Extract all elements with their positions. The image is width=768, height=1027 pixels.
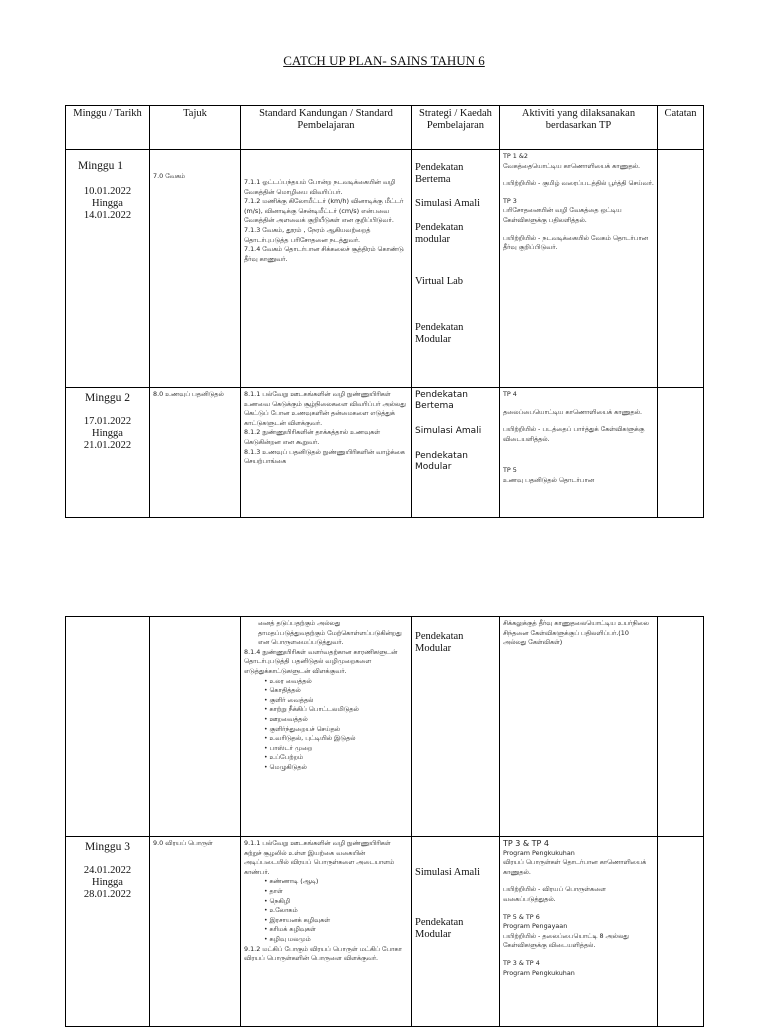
strategy-item: Pendekatan Modular	[415, 917, 464, 940]
week-cell	[66, 837, 150, 1027]
catatan-cell	[658, 150, 704, 388]
hingga-label: Hingga	[92, 428, 123, 439]
strategy-cell	[412, 150, 500, 388]
date-to: 28.01.2022	[83, 889, 132, 900]
table-row	[66, 388, 704, 518]
standard-item: 9.1.2 மட்கிப் போகும் விரயப் பொருள் மட்கிப் போகா விரயப் பொருள்களின் பொருளை விளக்குவர்.	[244, 944, 402, 963]
activity-item: பயிற்றியில் - குமிழ் வரைப்படத்தில் பூர்த்தி செய்வர்.	[503, 179, 654, 188]
hingga-label: Hingga	[92, 198, 123, 209]
strategy-cell	[412, 617, 500, 837]
date-from: 24.01.2022	[83, 865, 132, 876]
standard-item: 7.1.3 வேகம், தூரம் , நேரம் ஆகியவற்றைத் தொடர்புபடுத்த பரிசோதனை நடத்துவர்.	[244, 225, 371, 244]
standard-item: 8.1.2 நுண்ணுயிரிகளின் தாக்கத்தால் உணவுகள் கெடுகின்றன என கூறுவர்.	[244, 428, 381, 446]
list-item: • உவரிடுதல், புட்டியில் இடுதல்	[264, 734, 408, 744]
date-to: 21.01.2022	[83, 440, 132, 451]
standard-cell	[241, 150, 412, 388]
topic-label: 7.0 வேகம்	[153, 172, 186, 180]
activity-item: TP 3 & TP 4	[503, 839, 550, 848]
standard-item: 7.1.2 மணிக்கு கிலோமீட்டர் (km/h) வினாடிக்கு மீட்டர் (m/s), வினாடிக்கு சென்டிமீட்டர் (cm/s) என்பவை வேகத்தின் அளவைக் குறியீடுகள் என குறிப்பிடுவர்.	[244, 197, 404, 225]
standard-item: 8.1.4 நுண்ணுயிரிகள் வளர்வதற்கான காரணிகளுடன் தொடர்புபடுத்தி பதனிடுதல் வழிமுறைகளை எடுத்துக்காட்டுகளுடன் விளக்குவர்.	[244, 647, 398, 675]
plan-table-page-2	[65, 616, 704, 1027]
strategy-item: Pendekatan modular	[415, 222, 464, 245]
standard-item: 7.1.1 ஓட்டப்பந்தயம் போன்ற நடவடிக்கையின் வழி வேகத்தின் மொழியை விவரிப்பர்.	[244, 178, 396, 196]
week-label: Minggu 2	[84, 392, 131, 404]
strategy-item: Pendekatan Modular	[415, 631, 464, 654]
activity-item: தலைப்பையொட்டிய காணொளியைக் காணுதல்.	[503, 407, 643, 416]
activity-item: TP 3	[503, 196, 517, 205]
header-aktiviti: Aktiviti yang dilaksanakan berdasarkan TP	[500, 106, 658, 150]
list-item: • தாள்	[264, 887, 408, 897]
topic-cell	[150, 837, 241, 1027]
activity-item: TP 3 & TP 4	[503, 958, 540, 967]
list-item: • உப்பேற்றம்	[264, 753, 408, 763]
topic-cell	[150, 388, 241, 518]
date-to: 14.01.2022	[83, 210, 132, 221]
catatan-cell	[658, 837, 704, 1027]
strategy-item: Simulasi Amali	[415, 867, 481, 878]
standard-cell	[241, 837, 412, 1027]
list-item: • இரசாயனக் கழிவுகள்	[264, 916, 408, 926]
strategy-item: Pendekatan Modular	[415, 322, 464, 345]
method-list	[244, 677, 408, 773]
list-item: • காற்று நீக்கிப் பொட்டலமிடுதல்	[264, 705, 408, 715]
activity-item: விரயப் பொருள்கள் தொடர்பான காணொளியைக் காணுதல்.	[503, 858, 647, 876]
standard-item: 9.1.1 பல்வேறு ஊடகங்களின் வழி நுண்ணுயிரிகள் சுற்றுச் சூழலில் உள்ள இயற்கை வகையின் அடிப்படையில் விரயப் பொருள்களை அடையாளம் காண்பர்.	[244, 839, 395, 876]
header-strategi: Strategi / Kaedah Pembelajaran	[412, 106, 500, 150]
list-item: • உலோகம்	[264, 906, 408, 916]
catatan-cell	[658, 388, 704, 518]
header-tajuk: Tajuk	[150, 106, 241, 150]
plan-table-page-1	[65, 105, 704, 518]
activity-item: பயிற்றியில் - விரயப் பொருள்களை வகைப்படுத்துதல்.	[503, 885, 606, 903]
activity-item: TP 5	[503, 466, 517, 475]
strategy-item: Simulasi Amali	[415, 198, 481, 209]
strategy-item: Virtual Lab	[415, 276, 464, 287]
topic-cell	[150, 150, 241, 388]
hingga-label: Hingga	[92, 877, 123, 888]
list-item: • கழிவு மலமும்	[264, 935, 408, 945]
activity-item: சிக்கலுக்குத் தீர்வு காணுதலையொட்டிய உயர்நிலை சிந்தனை கேள்விகளுக்குப் பதிலளிப்பர்.(10 அல்லது கேள்விகள்)	[503, 619, 649, 647]
week-label: Minggu 3	[84, 841, 131, 853]
list-item: • ஊறவைத்தல்	[264, 715, 408, 725]
strategy-item: Pendekatan Bertema	[415, 390, 468, 411]
table-row	[66, 150, 704, 388]
standard-item: 7.1.4 வேகம் தொடர்பான சிக்கலைச் சூத்திரம் கொண்டு தீர்வு காணுவர்.	[244, 245, 404, 263]
standard-item: 8.1.3 உணவுப் பதனிடுதல் நுண்ணுயிரிகளின் வாழ்க்கை செயற்பாங்கை	[244, 447, 405, 466]
standard-cell	[241, 388, 412, 518]
activity-item: TP 5 & TP 6	[503, 912, 540, 921]
list-item: • நெகிழி	[264, 897, 408, 907]
date-from: 10.01.2022	[83, 186, 132, 197]
page-title: CATCH UP PLAN- SAINS TAHUN 6	[283, 53, 485, 68]
strategy-cell	[412, 388, 500, 518]
topic-label: 9.0 விரயப் பொருள்	[153, 839, 213, 847]
activity-cell	[500, 837, 658, 1027]
activity-item: TP 4	[503, 390, 517, 398]
list-item: • மெழுகிடுதல்	[264, 763, 408, 773]
list-item: • குளிர்ந்துறையச் செய்தல்	[264, 725, 408, 735]
item-list	[244, 877, 408, 944]
standard-item: 8.1.1 பல்வேறு ஊடகங்களின் வழி நுண்ணுயிரிகள் உணவை கெடுக்கும் சூழ்நிலைகளை விவரிப்பர் அல்லது கெட்டுப் போன உணவுகளின் தன்மைகளை எடுத்துக் காட்டுகளுடன் விளக்குவர்.	[244, 390, 406, 427]
activity-item: Program Pengkukuhan	[503, 848, 575, 857]
header-minggu: Minggu / Tarikh	[66, 106, 150, 150]
header-standard: Standard Kandungan / Standard Pembelajaran	[241, 106, 412, 150]
activity-item: பயிற்றியில் - படத்தைப் பார்த்துக் கேள்விகளுக்கு விடையளித்தல்.	[503, 425, 645, 443]
week-cell	[66, 388, 150, 518]
strategy-item: Pendekatan Bertema	[415, 162, 464, 185]
activity-item: Program Pengayaan	[503, 922, 568, 931]
topic-cell	[150, 617, 241, 837]
activity-cell	[500, 388, 658, 518]
activity-item: Program Pengkukuhan	[503, 968, 575, 977]
table-row	[66, 837, 704, 1027]
header-row	[66, 106, 704, 150]
strategy-item: Pendekatan Modular	[415, 451, 468, 472]
week-label: Minggu 1	[78, 160, 124, 172]
activity-cell	[500, 617, 658, 837]
strategy-item: Simulasi Amali	[415, 426, 482, 436]
topic-label: 8.0 உணவுப் பதனிடுதல்	[153, 390, 224, 398]
table-row	[66, 617, 704, 837]
activity-item: பயிற்றியில் - தலைப்பையொட்டி 8 அல்லது கேள்விகளுக்கு விடையளித்தல்.	[503, 931, 629, 950]
header-catatan: Catatan	[658, 106, 704, 150]
list-item: • கண்ணாடி (ஆடி)	[264, 877, 408, 887]
activity-item: உணவு பதனிடுதல் தொடர்பான	[503, 475, 595, 484]
list-item: • பாஸ்டர் முறை	[264, 744, 408, 754]
activity-cell	[500, 150, 658, 388]
activity-item: வேகத்தையொட்டிய காணொளியைக் காணுதல்.	[503, 161, 641, 170]
activity-item: பயிற்றியில் - நடவடிக்கையில் வேகம் தொடர்பான தீர்வு குறிப்பிடுவர்.	[503, 233, 649, 252]
list-item: • கொதித்தல்	[264, 686, 408, 696]
standard-item: னைத் தடுப்பதற்கும் அல்லது தாமதப்படுத்துவதற்கும் மேற்கொள்ளப்படுகின்றது என பொருளமைப்படுத்துவர்.	[258, 619, 402, 647]
list-item: • குளிர் வைத்தல்	[264, 696, 408, 706]
list-item: • உலர வைத்தல்	[264, 677, 408, 687]
standard-cell	[241, 617, 412, 837]
activity-item: பரிசோதனையின் வழி வேகத்தை ஒட்டிய கேள்விகளுக்கு பதிலளித்தல்.	[503, 206, 622, 224]
list-item: • கரிமக் கழிவுகள்	[264, 925, 408, 935]
activity-item: TP 1 &2	[503, 152, 528, 160]
catatan-cell	[658, 617, 704, 837]
date-from: 17.01.2022	[83, 416, 132, 427]
strategy-cell	[412, 837, 500, 1027]
week-cell	[66, 617, 150, 837]
week-cell	[66, 150, 150, 388]
